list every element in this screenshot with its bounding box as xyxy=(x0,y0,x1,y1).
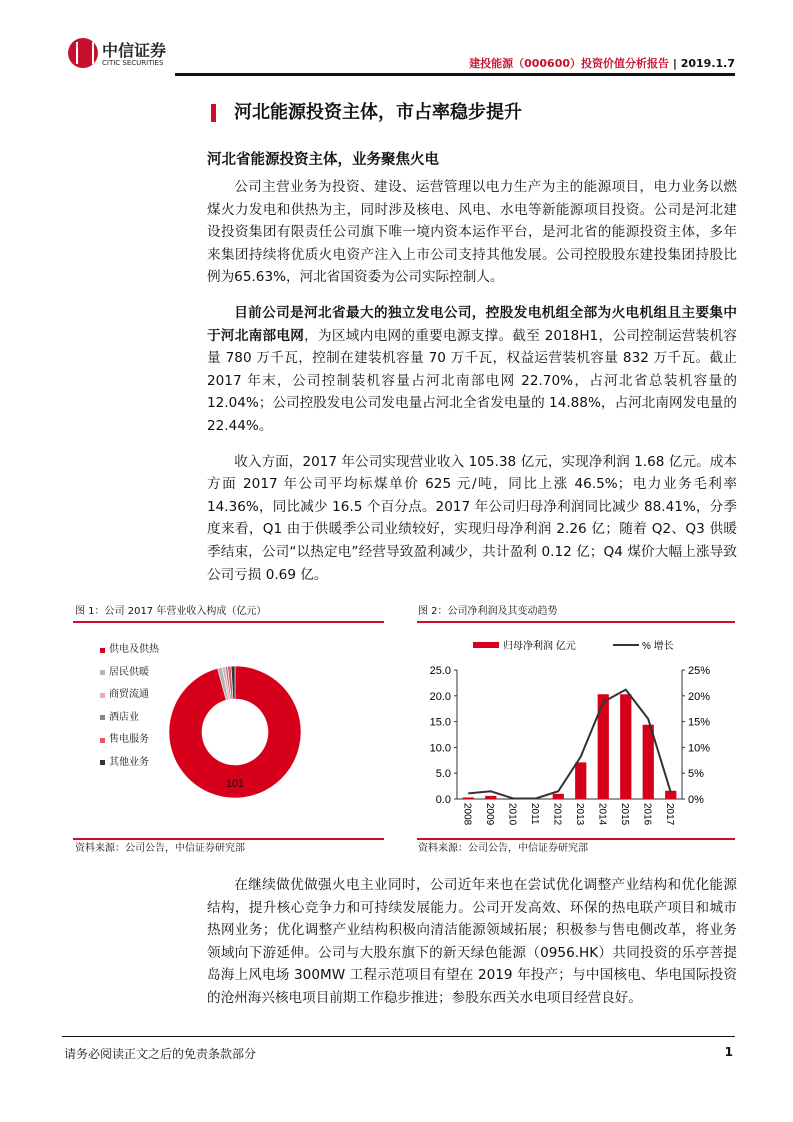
paragraph-1: 公司主营业务为投资、建设、运营管理以电力生产为主的能源项目，电力业务以燃煤火力发电和供热为主，同时涉及核电、风电、水电等新能源项目投资。公司是河北建设投资集团有限责任公司旗下唯一境内资本运作平台，是河北省的能源投资主体，多年来集团持续将优质火电资产注入上市公司支持其他发展。公司控股股东建投集团持股比例为65.63%，河北省国资委为公司实际控制人。 xyxy=(207,179,737,286)
section-marker xyxy=(211,104,216,122)
legend-label: 供电及供热 xyxy=(109,644,159,656)
legend-swatch xyxy=(100,693,105,698)
y2-tick-label: 25% xyxy=(688,665,711,678)
legend-item xyxy=(100,644,159,656)
report-title: 建投能源（000600）投资价值分析报告 xyxy=(469,57,669,70)
figure-1-source: 资料来源：公司公告，中信证券研究部 xyxy=(75,843,245,855)
y-tick-label: 0.0 xyxy=(435,794,451,807)
y-tick-label: 10.0 xyxy=(429,742,451,755)
x-tick-label: 2014 xyxy=(596,803,608,826)
figures-row xyxy=(0,602,793,864)
main-content xyxy=(0,100,793,1010)
legend-swatch xyxy=(100,760,105,765)
legend-item xyxy=(100,734,149,746)
legend-label: 售电服务 xyxy=(109,734,149,746)
paragraph-3: 收入方面，2017 年公司实现营业收入 105.38 亿元，实现净利润 1.68 亿元。成本方面 2017 年公司平均标煤单价 625 元/吨，同比上涨 46.5%；电力业务毛利率 14.36%，同比减少 16.5 个百分点。2017 年公司归母净利润同比减少 88.41%，分季度来看，Q1 由于供暖季公司业绩较好，实现归母净利润 2.26 亿；随着 Q2、Q3 供暖季结束，公司“以热定电”经营导致盈利减少，共计盈利 0.12 亿；Q4 煤价大幅上涨导致公司亏损 0.69 亿。 xyxy=(207,453,737,583)
figure-1-title: 图 1：公司 2017 年营业收入构成（亿元） xyxy=(75,606,267,618)
legend-label: 其他业务 xyxy=(109,756,149,768)
x-tick-label: 2010 xyxy=(506,803,518,826)
y-tick-label: 15.0 xyxy=(429,716,451,729)
figure-2-rule xyxy=(417,621,735,623)
y2-tick-label: 20% xyxy=(688,690,711,703)
bar-2009 xyxy=(485,796,496,799)
logo-en: CITIC SECURITIES xyxy=(102,59,164,67)
subtitle: 河北省能源投资主体，业务聚焦火电 xyxy=(207,152,439,168)
bar-2013 xyxy=(575,762,586,799)
footer-disclaimer: 请务必阅读正文之后的免责条款部分 xyxy=(64,1047,257,1061)
header-divider xyxy=(175,73,735,76)
legend-label-line: % 增长 xyxy=(642,641,674,653)
figure-2-title: 图 2：公司净利润及其变动趋势 xyxy=(418,606,558,618)
report-date: 2019.1.7 xyxy=(680,57,735,70)
y2-tick-label: 5% xyxy=(688,768,704,781)
legend-swatch xyxy=(100,670,105,675)
bar-2015 xyxy=(620,694,631,799)
x-tick-label: 2016 xyxy=(641,803,653,826)
legend-swatch xyxy=(100,648,105,653)
page-number: 1 xyxy=(724,1045,733,1059)
paragraph-2-body: ，为区域内电网的重要电源支撑。截至 2018H1，公司控制运营装机容量 780 万千瓦，控制在建装机容量 70 万千瓦，权益运营装机容量 832 万千瓦。截止 2017 年末，公司控制装机容量占河北南部电网 22.70%，占河北省总装机容量的 12.04%；公司控股发电公司发电量占河北全省发电量的 14.88%，占河北南网发电量的 22.44%。 xyxy=(207,327,738,434)
header-title xyxy=(469,55,735,71)
y-tick-label: 5.0 xyxy=(435,768,451,781)
bar-2016 xyxy=(643,725,654,799)
x-tick-label: 2013 xyxy=(573,803,585,826)
x-tick-label: 2009 xyxy=(483,803,495,826)
section-title: 河北能源投资主体，市占率稳步提升 xyxy=(234,102,522,123)
y-tick-label: 25.0 xyxy=(429,665,451,678)
legend-label: 酒店业 xyxy=(109,711,139,723)
figure-2-chart xyxy=(417,627,737,835)
y-tick-label: 20.0 xyxy=(429,690,451,703)
section-header xyxy=(211,100,793,126)
donut-data-label: 101 xyxy=(225,778,245,791)
footer-divider xyxy=(62,1036,735,1037)
legend-swatch xyxy=(100,715,105,720)
bar-2008 xyxy=(463,798,474,800)
paragraph-2-highlight: 目前公司是河北省最大的独立发电公司，控股发电机组全部为火电机组且主要集中于河北南部电网 xyxy=(207,304,737,344)
figure-1-bottom-rule xyxy=(73,838,384,840)
citic-logo-icon xyxy=(68,38,98,68)
figure-2-bottom-rule xyxy=(417,838,735,840)
legend-item xyxy=(100,757,149,769)
figure-1-rule xyxy=(73,621,384,623)
legend-label: 居民供暖 xyxy=(109,666,149,678)
x-tick-label: 2008 xyxy=(461,803,473,826)
paragraph-2 xyxy=(207,302,737,438)
x-tick-label: 2011 xyxy=(528,803,540,825)
x-tick-label: 2012 xyxy=(551,803,563,826)
line-series-growth xyxy=(468,690,671,799)
legend-label: 商贸流通 xyxy=(109,689,149,701)
y2-tick-label: 15% xyxy=(688,716,711,729)
x-tick-label: 2015 xyxy=(618,803,630,826)
logo-cn: 中信证券 xyxy=(102,41,167,60)
legend-item xyxy=(100,712,139,724)
legend-swatch-bar xyxy=(473,642,499,648)
bar-2012 xyxy=(553,794,564,799)
figure-2-source: 资料来源：公司公告，中信证券研究部 xyxy=(418,843,588,855)
x-tick-label: 2017 xyxy=(663,803,675,826)
legend-item xyxy=(100,667,149,679)
citic-logo xyxy=(68,38,178,72)
y2-tick-label: 0% xyxy=(688,794,704,807)
legend-item xyxy=(100,689,149,701)
paragraph-4: 在继续做优做强火电主业同时，公司近年来也在尝试优化调整产业结构和优化能源结构，提升核心竞争力和可持续发展能力。公司开发高效、环保的热电联产项目和城市热网业务；优化调整产业结构积极向清洁能源领域拓展；积极参与售电侧改革，将业务领域向下游延伸。公司与大股东旗下的新天绿色能源（0956.HK）共同投资的乐亭菩提岛海上风电场 300MW 工程示范项目有望在 2019 年投产；与中国核电、华电国际投资的沧州海兴核电项目前期工作稳步推进；参股东西关水电项目经营良好。 xyxy=(207,877,737,1007)
figure-1-donut xyxy=(160,657,310,807)
separator: | xyxy=(672,57,677,70)
y2-tick-label: 10% xyxy=(688,742,711,755)
legend-label-bar: 归母净利润 亿元 xyxy=(503,641,576,653)
legend-swatch xyxy=(100,738,105,743)
